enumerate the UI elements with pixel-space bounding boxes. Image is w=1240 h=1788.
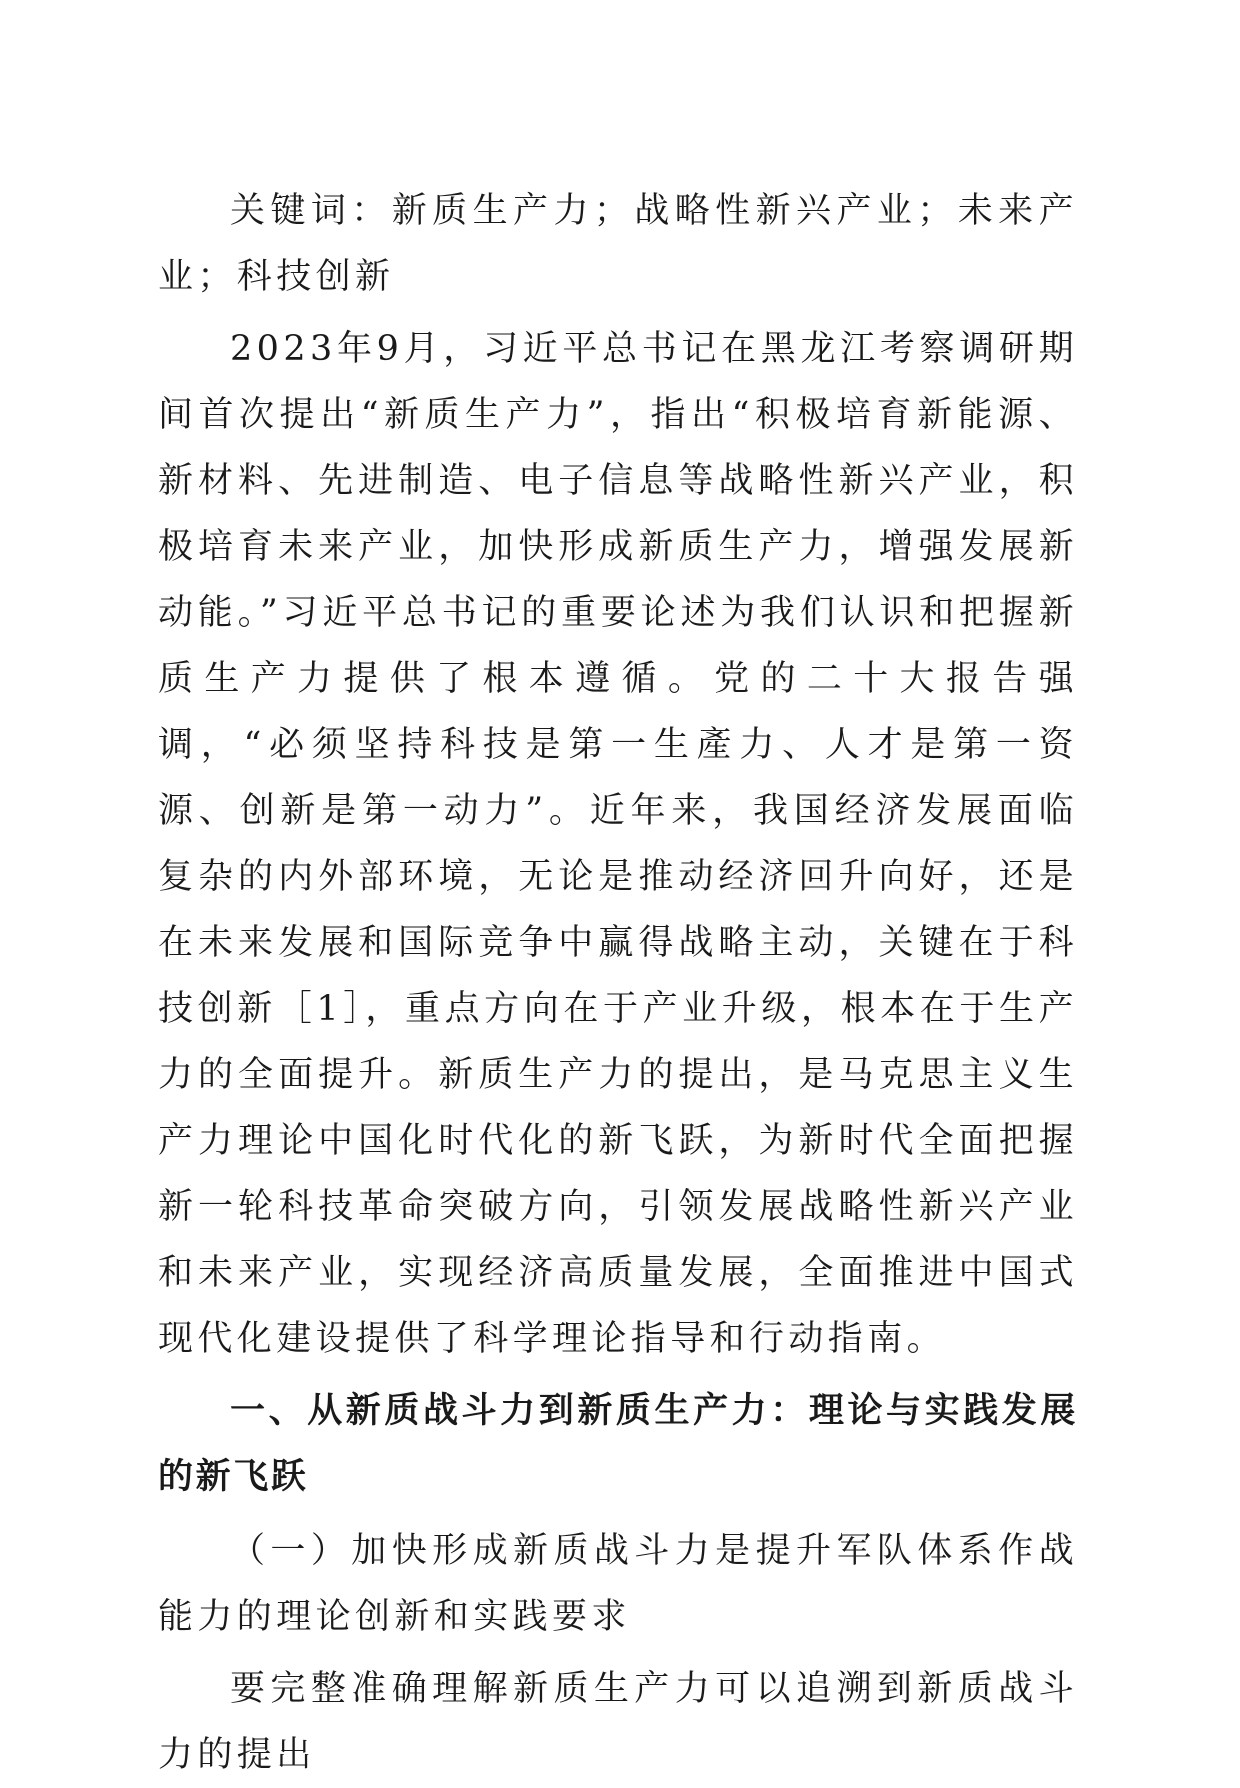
keywords-line: 关键词：新质生产力；战略性新兴产业；未来产业；科技创新 xyxy=(158,191,1078,297)
subsection-heading: （一）加快形成新质战斗力是提升军队体系作战能力的理论创新和实践要求 xyxy=(158,1531,1078,1637)
body-paragraph-continued: 要完整准确理解新质生产力可以追溯到新质战斗力的提出 xyxy=(158,1669,1078,1775)
document-page xyxy=(158,178,1078,1788)
section-heading: 一、从新质战斗力到新质生产力：理论与实践发展的新飞跃 xyxy=(158,1391,1078,1497)
body-paragraph: 2023年9月，习近平总书记在黑龙江考察调研期间首次提出“新质生产力”，指出“积极培育新能源、新材料、先进制造、电子信息等战略性新兴产业，积极培育未来产业，加快形成新质生产力，增强发展新动能。”习近平总书记的重要论述为我们认识和把握新质生产力提供了根本遵循。党的二十大报告强调，“必须坚持科技是第一生產力、人才是第一资源、创新是第一动力”。近年来，我国经济发展面临复杂的内外部环境，无论是推动经济回升向好，还是在未来发展和国际竞争中赢得战略主动，关键在于科技创新［1］，重点方向在于产业升级，根本在于生产力的全面提升。新质生产力的提出，是马克思主义生产力理论中国化时代化的新飞跃，为新时代全面把握新一轮科技革命突破方向，引领发展战略性新兴产业和未来产业，实现经济高质量发展，全面推进中国式现代化建设提供了科学理论指导和行动指南。 xyxy=(158,329,1078,1359)
